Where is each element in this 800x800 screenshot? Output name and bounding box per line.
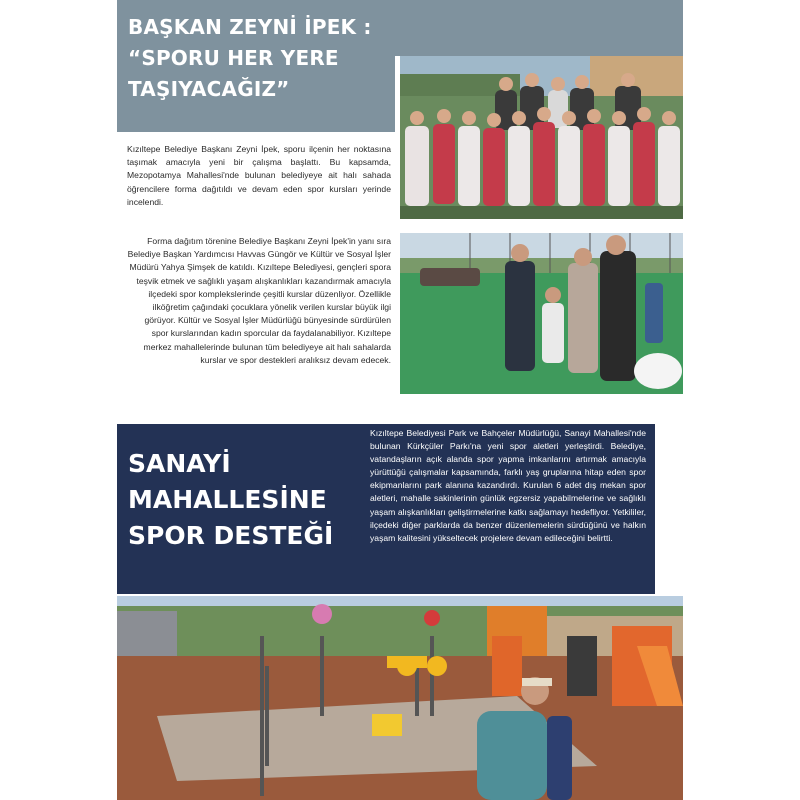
article2-title-line-3: SPOR DESTEĞİ — [128, 521, 334, 550]
article1-body-paragraph: Forma dağıtım törenine Belediye Başkanı Zeyni İpek'in yanı sıra Belediye Başkan Yardımcısı Havvas Güngör ve Kültür ve Sosyal İşler Müdürü Yahya Şimşek de katıldı. Kızıltepe Belediyesi, gençleri spora teşvik etmek ve sağlıklı yaşam alışkanlıkları kazandırmak amacıyla ilçedeki spor komplekslerinde çeşitli kurslar düzenliyor. Özellikle ilköğretim çağındaki çocuklara yönelik verilen kurslar büyük ilgi görüyor. Kültür ve Sosyal İşler Müdürlüğü bünyesinde sürdürülen spor kurslarından kadın sporcular da faydalanabiliyor. Kızıltepe merkez mahallelerinde bulunan tüm belediyeye ait halı sahalarda kurslar ve spor destekleri aralıksız devam edecek. — [127, 236, 391, 365]
article2-title-line-1: SANAYİ — [128, 449, 231, 478]
article1-title-line-1: BAŞKAN ZEYNİ İPEK : — [128, 15, 372, 39]
photo-park-equipment — [117, 596, 683, 800]
article2-title-block — [128, 446, 358, 554]
photo-children-jerseys-image — [400, 56, 683, 219]
article1-title-line-2: “SPORU HER YERE — [128, 46, 339, 70]
photo-children-jerseys — [400, 56, 683, 219]
article1-title-line-3: TAŞIYACAĞIZ” — [128, 77, 290, 101]
article1-intro-paragraph: Kızıltepe Belediye Başkanı Zeyni İpek, sporu ilçenin her noktasına taşımak amacıyla yeni bir çalışma başlattı. Bu kapsamda, Mezopotamya Mahallesi'nde bulunan belediyeye ait halı sahada öğrencilere forma dağıtıldı ve devam eden spor kursları yerinde incelendi. — [127, 144, 391, 207]
photo-park-equipment-image — [117, 596, 683, 800]
article2-body-paragraph: Kızıltepe Belediyesi Park ve Bahçeler Müdürlüğü, Sanayi Mahallesi'nde bulunan Kürkçüler Parkı'na yeni spor aletleri yerleştirdi. Belediye, vatandaşların açık alanda spor yapma imkanlarını artırmak amacıyla yürüttüğü çalışmalar kapsamında, farklı yaş gruplarına hitap eden spor ekipmanlarını park alanına kazandırdı. Kurulan 6 adet dış mekan spor aletleri, mahalle sakinlerinin günlük egzersiz yapabilmelerine ve sağlıklı yaşam alışkanlıkları geliştirmelerine katkı sağlamayı hedefliyor. Yetkililer, ilçedeki diğer parklarda da benzer düzenlemelerin sürdüğünü ve halkın yaşam kalitesini yükseltecek projelere devam edileceğini belirtti. — [370, 428, 646, 543]
photo-jersey-ceremony-image — [400, 233, 683, 394]
article2-title-line-2: MAHALLESİNE — [128, 485, 327, 514]
article1-title-block — [117, 0, 395, 132]
title-band-strip — [395, 0, 683, 56]
photo-jersey-ceremony — [400, 233, 683, 394]
